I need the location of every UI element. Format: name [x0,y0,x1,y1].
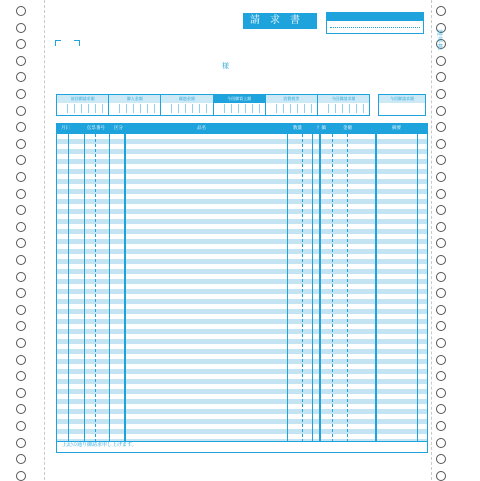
col-note: 摘要 [392,126,401,131]
right-feed-hole [436,238,446,248]
address-corner-tl [55,40,61,46]
right-feed-hole [436,72,446,82]
right-feed-hole [436,122,446,132]
right-feed-hole [436,89,446,99]
left-feed-hole [16,39,26,49]
summary-cell: 御入金額 [109,95,161,115]
col-date: 月日 [61,126,70,131]
right-feed-hole [436,355,446,365]
col-qty: 数量 [293,126,302,131]
right-feed-hole [436,6,446,16]
slip-number-line [330,27,420,28]
slip-number-box [326,12,424,34]
right-feed-hole [436,205,446,215]
right-feed-hole [436,288,446,298]
left-feed-hole [16,438,26,448]
right-feed-hole [436,338,446,348]
right-feed-hole [436,155,446,165]
right-feed-hole [436,471,446,481]
left-feed-hole [16,56,26,66]
left-feed-hole [16,321,26,331]
left-perforation [44,0,45,480]
right-feed-hole [436,388,446,398]
right-feed-hole [436,421,446,431]
right-feed-hole [436,189,446,199]
left-feed-hole [16,404,26,414]
right-feed-hole [436,321,446,331]
right-feed-hole [436,438,446,448]
left-feed-hole [16,23,26,33]
customer-honorific: 様 [222,62,229,70]
footnote: 上記の通り御請求申し上げます。 [62,442,137,448]
summary-cell: 今回御買上額 [214,95,266,115]
col-amount: 金額 [343,126,352,131]
left-feed-hole [16,471,26,481]
left-feed-hole [16,371,26,381]
right-feed-hole [436,222,446,232]
col-price: 単価 [317,126,326,131]
right-feed-hole [436,139,446,149]
summary-cell: 前回御請求額 [57,95,109,115]
left-feed-hole [16,139,26,149]
left-feed-hole [16,122,26,132]
right-feed-hole [436,454,446,464]
right-feed-hole [436,305,446,315]
address-corner-tr [74,40,80,46]
left-feed-hole [16,222,26,232]
left-feed-hole [16,238,26,248]
left-feed-hole [16,172,26,182]
right-perforation [431,0,432,480]
right-tractor-strip [432,0,456,480]
col-type: 区分 [114,126,123,131]
right-feed-hole [436,371,446,381]
table-rows [57,134,427,442]
left-feed-hole [16,155,26,165]
right-feed-hole [436,404,446,414]
left-feed-hole [16,421,26,431]
left-feed-hole [16,89,26,99]
col-item: 品名 [197,126,206,131]
col-slip: 伝票番号 [87,126,105,131]
slip-number-header [327,13,423,21]
left-feed-hole [16,6,26,16]
left-feed-hole [16,454,26,464]
left-feed-hole [16,189,26,199]
left-feed-hole [16,288,26,298]
summary-row [56,94,370,116]
right-feed-hole [436,172,446,182]
left-feed-hole [16,272,26,282]
right-feed-hole [436,106,446,116]
summary-cell: 消費税等 [266,95,318,115]
left-feed-hole [16,255,26,265]
left-tractor-strip [12,0,36,480]
total-box: 今回御請求額 [378,94,426,116]
left-feed-hole [16,305,26,315]
table-header [57,124,427,134]
left-feed-hole [16,106,26,116]
right-feed-hole [436,255,446,265]
form-title: 請求書 [243,13,317,29]
detail-table [56,123,428,453]
left-feed-hole [16,72,26,82]
right-feed-hole [436,272,446,282]
side-label: 請求書 [437,30,444,51]
left-feed-hole [16,355,26,365]
summary-cell: 繰越金額 [161,95,213,115]
left-feed-hole [16,388,26,398]
summary-cell: 今回御請求額 [318,95,369,115]
left-feed-hole [16,338,26,348]
left-feed-hole [16,205,26,215]
